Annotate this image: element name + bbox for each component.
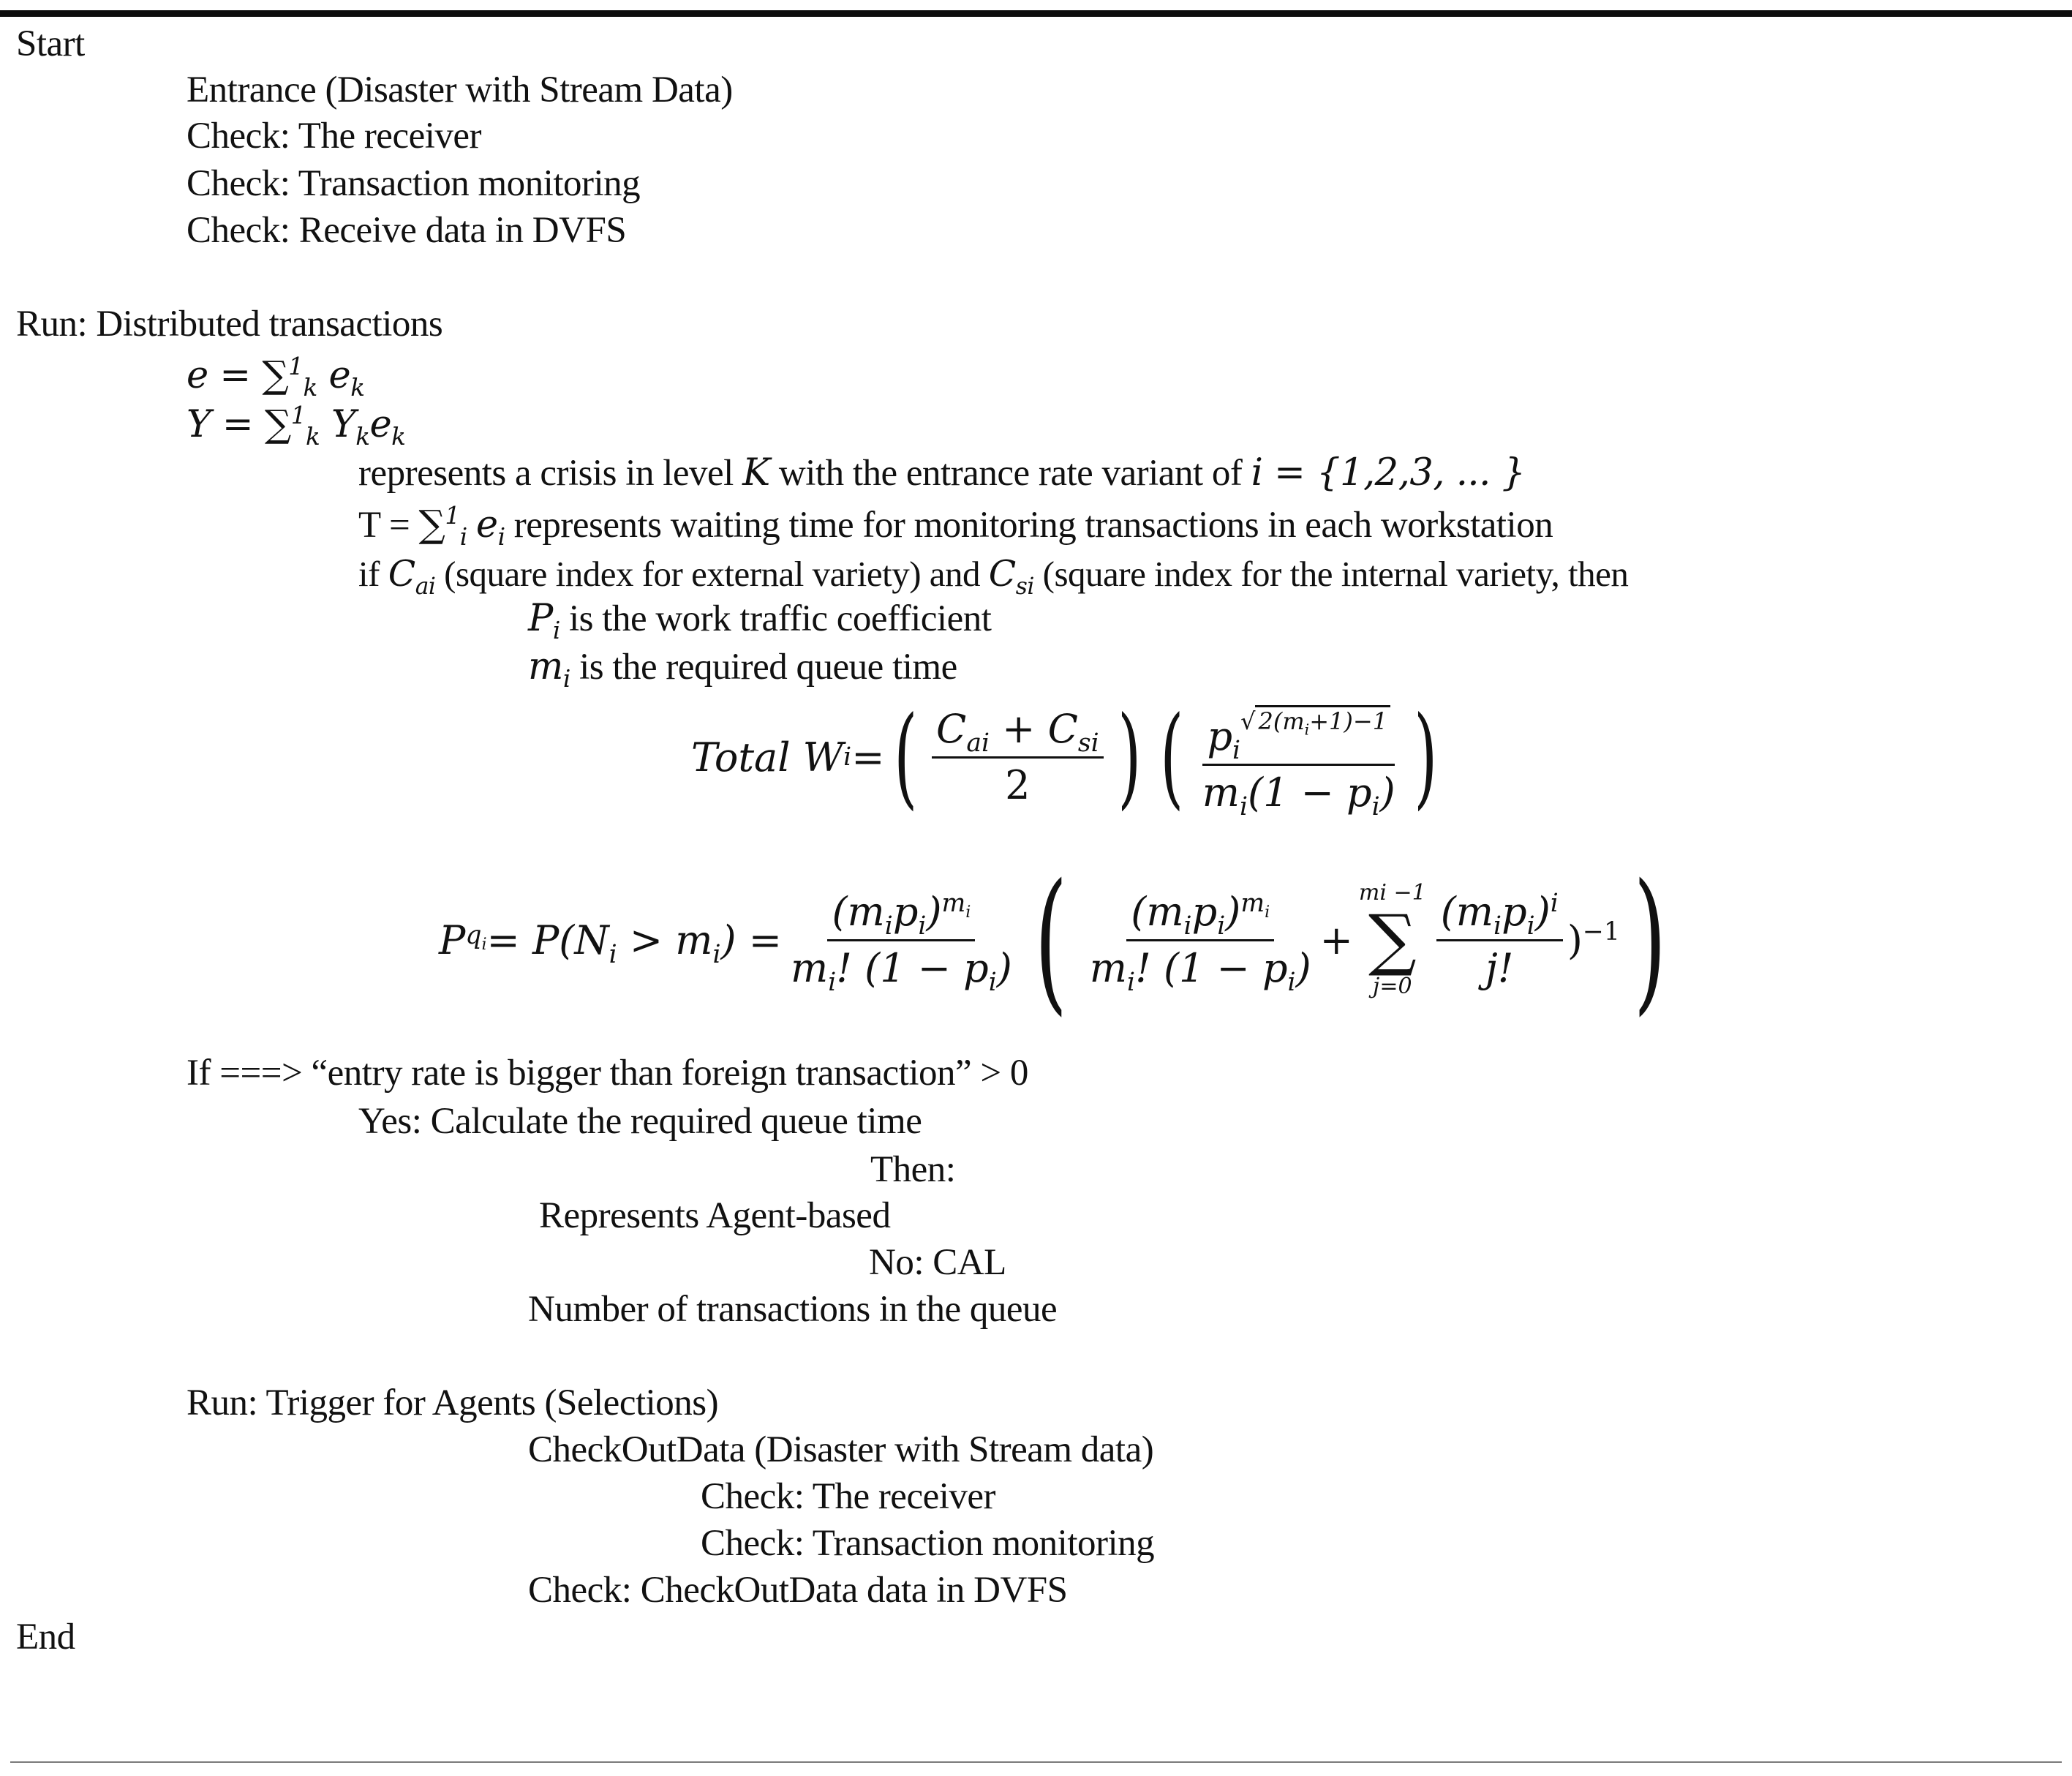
total-w-equation: Total W i = ( $\frac{C_{ai} + C_{si}}{2}$ ) ( $\frac{p_i√ 2(m_i+1)-1}{m_i(1 - p_i)}$ ) — [691, 693, 1438, 821]
m-queue-line: $m_i$ is the required queue time — [528, 645, 957, 693]
run-distributed-line: Run: Distributed transactions — [16, 304, 443, 345]
if-entry-rate-line: If ===> “entry rate is bigger than foreign transaction” > 0 — [187, 1053, 1028, 1094]
if-variety-line: if $C_{ai}$ (square index for external variety) and $C_{si}$ (square index for the internal variety, then — [358, 553, 1629, 600]
run-trigger-line: Run: Trigger for Agents (Selections) — [187, 1382, 719, 1423]
pq-equation: P $q_i$ = $P(N_i > m_i)$ = $\frac{(m_ip_i)^{m_i}}{m_i! (1 - p_i)}$ ( $\frac{(m_ip_i)^{m_i}}{m_i! (1 - p_i)}$ + mi −1 ∑ j=0 $\frac{(m_ip_i)^i}{j!}$ )$^{-1}$ ) — [439, 850, 1667, 1030]
entrance-line: Entrance (Disaster with Stream Data) — [187, 69, 733, 110]
e-sum-formula: e = ∑$^1_k$ $e_k$ — [187, 353, 365, 402]
check-receive-line: Check: Receive data in DVFS — [187, 210, 627, 251]
yes-line: Yes: Calculate the required queue time — [358, 1101, 922, 1142]
waiting-time-line: T = ∑$^1_i$ $e_i$ represents waiting time for monitoring transactions in each workstation — [358, 502, 1553, 552]
then-line: Then: — [870, 1149, 956, 1190]
start-label: Start — [16, 23, 85, 64]
y-sum-formula: Y = ∑$^1_k$ $Y_ke_k$ — [187, 402, 406, 451]
check-monitoring-line: Check: Transaction monitoring — [187, 163, 641, 204]
check-receiver-2-line: Check: The receiver — [701, 1476, 996, 1517]
top-rule — [0, 10, 2072, 17]
p-coefficient-line: $P_i$ is the work traffic coefficient — [528, 597, 992, 645]
end-label: End — [16, 1617, 75, 1658]
crisis-line: represents a crisis in level K with the entrance rate variant of i = {1,2,3, ... } — [358, 451, 1526, 494]
check-checkout-line: Check: CheckOutData data in DVFS — [528, 1570, 1068, 1611]
represents-agent-line: Represents Agent-based — [539, 1195, 891, 1236]
no-cal-line: No: CAL — [869, 1242, 1006, 1283]
checkout-line: CheckOutData (Disaster with Stream data) — [528, 1429, 1154, 1470]
check-monitoring-2-line: Check: Transaction monitoring — [701, 1523, 1155, 1564]
bottom-rule — [10, 1761, 2062, 1763]
check-receiver-line: Check: The receiver — [187, 116, 482, 157]
number-transactions-line: Number of transactions in the queue — [528, 1289, 1058, 1330]
